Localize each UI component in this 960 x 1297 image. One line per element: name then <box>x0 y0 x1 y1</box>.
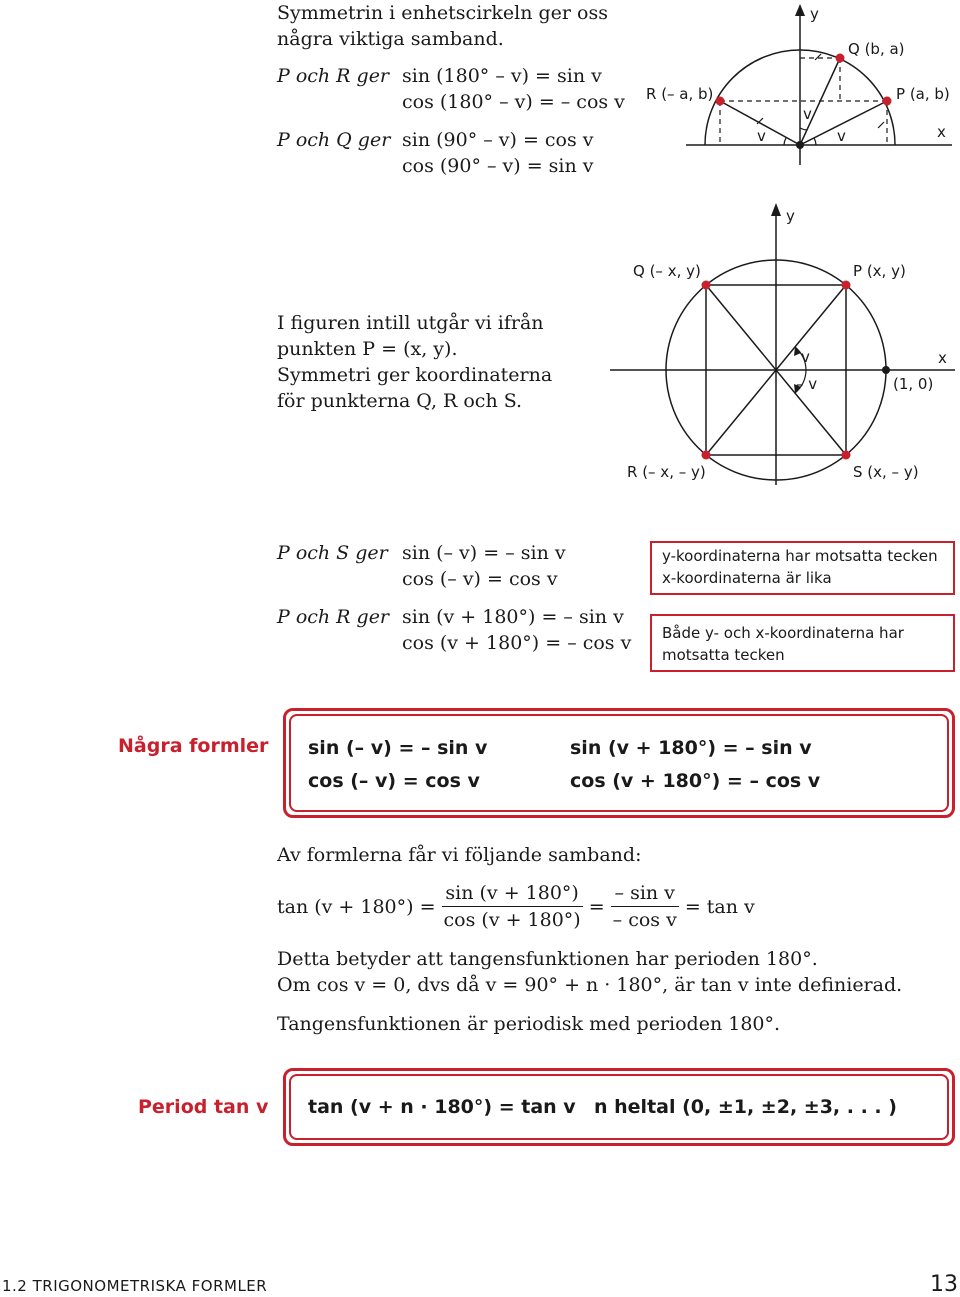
formula-sin-neg: sin (– v) = – sin v <box>308 737 488 759</box>
point-p-label: P (x, y) <box>853 262 906 280</box>
period-text-3: Tangensfunktionen är periodisk med perioden 180°. <box>277 1013 781 1035</box>
point-p-label: P (a, b) <box>896 85 950 103</box>
point-q-label: Q (– x, y) <box>633 262 701 280</box>
ps-formula-cos: cos (– v) = cos v <box>402 568 558 590</box>
equals-sign: = <box>588 895 605 918</box>
point-one-label: (1, 0) <box>893 375 934 393</box>
tick-mark-2 <box>878 122 884 128</box>
point-q-label: Q (b, a) <box>848 40 905 58</box>
point-q-dot <box>836 54 845 63</box>
point-s-label: S (x, – y) <box>853 463 919 481</box>
fraction-sin-cos <box>442 880 583 933</box>
intro-line-2: några viktiga samband. <box>277 28 504 50</box>
tan-lhs: tan (v + 180°) = <box>277 895 436 918</box>
fraction-1-denominator: cos (v + 180°) <box>443 909 581 931</box>
formulas-box-label: Några formler <box>118 735 269 757</box>
symmetry-line-2: punkten P = (x, y). <box>277 338 458 360</box>
tan-derivation <box>277 880 755 933</box>
angle-v-label-left: v <box>757 127 766 145</box>
angle-arc-right <box>814 138 816 145</box>
x-axis-label: x <box>938 349 947 367</box>
ps-formulas <box>402 540 566 592</box>
intro-line-1: Symmetrin i enhetscirkeln ger oss <box>277 2 608 24</box>
pq-label: P och Q ger <box>277 129 391 151</box>
pr2-formula-sin: sin (v + 180°) = – sin v <box>402 606 624 628</box>
formulas-box-inner <box>289 714 949 812</box>
point-r-label: R (– a, b) <box>646 85 714 103</box>
note-pr-line-1: Både y- och x-koordinaterna har <box>662 624 904 642</box>
note-pr <box>650 614 955 672</box>
intro-text <box>277 0 608 52</box>
fraction-1-numerator: sin (v + 180°) <box>442 880 583 907</box>
tick-mark-1 <box>815 54 821 60</box>
fraction-2-numerator: – sin v <box>611 880 679 907</box>
note-ps-line-2: x-koordinaterna är lika <box>662 569 832 587</box>
symmetry-line-3: Symmetri ger koordinaterna <box>277 364 553 386</box>
period-formula: tan (v + n · 180°) = tan v <box>308 1096 576 1118</box>
y-axis-arrow <box>771 203 781 216</box>
x-axis-label: x <box>937 123 946 141</box>
footer-section-title: 1.2 TRIGONOMETRISKA FORMLER <box>2 1277 268 1295</box>
note-ps <box>650 541 955 595</box>
unit-circle-diagram <box>600 195 960 495</box>
pr-formula-cos: cos (180° – v) = – cos v <box>402 91 625 113</box>
point-r-dot <box>716 97 725 106</box>
pr-formula-sin: sin (180° – v) = sin v <box>402 65 602 87</box>
derivation-intro: Av formlerna får vi följande samband: <box>277 844 642 866</box>
period-box-label: Period tan v <box>138 1096 269 1118</box>
period-note: n heltal (0, ±1, ±2, ±3, . . . ) <box>594 1096 897 1118</box>
pr2-label: P och R ger <box>277 606 390 628</box>
symmetry-line-4: för punkterna Q, R och S. <box>277 390 523 412</box>
point-one-dot <box>882 366 890 374</box>
note-ps-line-1: y-koordinaterna har motsatta tecken <box>662 547 938 565</box>
ps-label: P och S ger <box>277 542 388 564</box>
angle-v-label-right: v <box>837 127 846 145</box>
pr-formulas <box>402 63 625 115</box>
symmetry-text <box>277 310 552 414</box>
pq-formula-sin: sin (90° – v) = cos v <box>402 129 594 151</box>
half-circle-diagram <box>640 0 960 170</box>
angle-v-label-top: v <box>803 105 812 123</box>
pr2-formula-cos: cos (v + 180°) = – cos v <box>402 632 632 654</box>
note-pr-line-2: motsatta tecken <box>662 646 785 664</box>
fraction-2-denominator: – cos v <box>612 909 677 931</box>
pr2-formulas <box>402 604 631 656</box>
point-p-dot <box>883 97 892 106</box>
point-s-dot <box>842 451 851 460</box>
point-p-dot <box>842 281 851 290</box>
angle-v-label: v <box>801 348 810 366</box>
period-text-2: Om cos v = 0, dvs då v = 90° + n · 180°, är tan v inte definierad. <box>277 974 903 996</box>
pq-formula-cos: cos (90° – v) = sin v <box>402 155 594 177</box>
point-r-label: R (– x, – y) <box>627 463 706 481</box>
formula-cos-plus180: cos (v + 180°) = – cos v <box>570 770 821 792</box>
fraction-neg <box>611 880 679 933</box>
angle-neg-v-label: – v <box>796 375 818 393</box>
formula-cos-neg: cos (– v) = cos v <box>308 770 480 792</box>
formula-sin-plus180: sin (v + 180°) = – sin v <box>570 737 812 759</box>
formulas-box <box>283 708 955 818</box>
pr-label: P och R ger <box>277 65 390 87</box>
angle-arc-left <box>784 138 786 145</box>
origin-dot <box>796 141 804 149</box>
page-number: 13 <box>930 1272 958 1297</box>
period-text-1: Detta betyder att tangensfunktionen har perioden 180°. <box>277 948 818 970</box>
y-axis-arrow <box>795 4 805 16</box>
ps-formula-sin: sin (– v) = – sin v <box>402 542 566 564</box>
symmetry-line-1: I figuren intill utgår vi ifrån <box>277 312 544 334</box>
angle-arc-top <box>800 128 807 130</box>
point-q-dot <box>702 281 711 290</box>
y-axis-label: y <box>786 207 795 225</box>
y-axis-label: y <box>810 5 819 23</box>
pq-formulas <box>402 127 594 179</box>
point-r-dot <box>702 451 711 460</box>
tan-rhs: = tan v <box>684 895 755 918</box>
